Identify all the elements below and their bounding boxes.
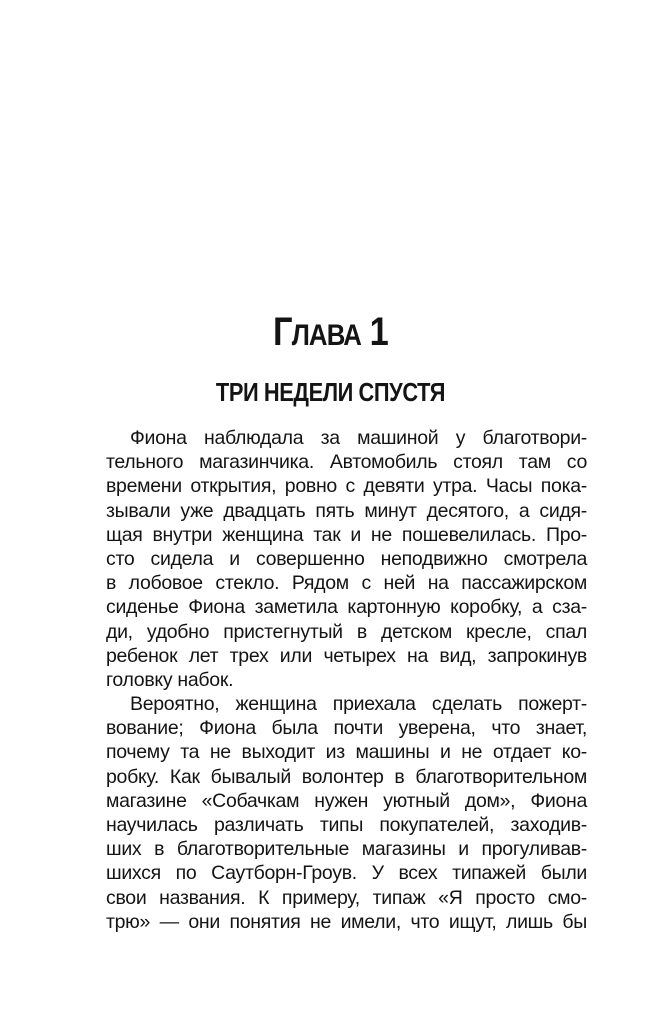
paragraph-1 [106,426,587,692]
text-line: сто сидела и совершенно неподвижно смотрела [106,547,587,570]
chapter-subtitle: ТРИ НЕДЕЛИ СПУСТЯ [215,377,446,407]
body-text [106,426,587,934]
text-line: шихся по Саутборн-Гроув. У всех типажей были [106,862,587,885]
text-line: Фиона наблюдала за машиной у благотвори- [130,427,587,449]
text-line: головку набок. [106,668,234,691]
text-line: щая внутри женщина так и не пошевелилась. Про- [106,523,587,546]
text-line: в лобовое стекло. Рядом с ней на пассажирском [106,572,587,595]
text-line: почему та не выходит из машины и не отдает ко- [106,741,587,764]
text-line: времени открытия, ровно с девяти утра. Часы пока- [106,475,587,498]
paragraph-2 [106,692,587,934]
text-line: вование; Фиона была почти уверена, что знает, [106,717,587,740]
text-line: ди, удобно пристегнутый в детском кресле, спал [106,620,587,643]
text-line: трю» — они понятия не имели, что ищут, лишь бы [106,910,587,933]
text-line: зывали уже двадцать пять минут десятого, а сидя- [106,499,587,522]
text-line: тельного магазинчика. Автомобиль стоял там со [106,451,587,474]
text-line: ших в благотворительные магазины и прогуливав- [106,838,587,861]
chapter-number: 1 [369,310,388,354]
chapter-title-rest: ЛАВА [291,319,361,352]
text-line: научилась различать типы покупателей, заходив- [106,814,587,836]
text-line: сиденье Фиона заметила картонную коробку, а сза- [106,596,587,619]
text-line: Вероятно, женщина приехала сделать пожерт- [130,693,587,716]
text-line: ребенок лет трех или четырех на вид, запрокинув [106,644,587,667]
text-line: магазине «Собачкам нужен уютный дом», Фиона [106,789,587,812]
text-line: робку. Как бывалый волонтер в благотворительном [106,765,587,788]
chapter-title-initial: Г [273,310,292,354]
chapter-title [46,308,614,360]
text-line: свои названия. К примеру, типаж «Я просто смо- [106,886,587,909]
